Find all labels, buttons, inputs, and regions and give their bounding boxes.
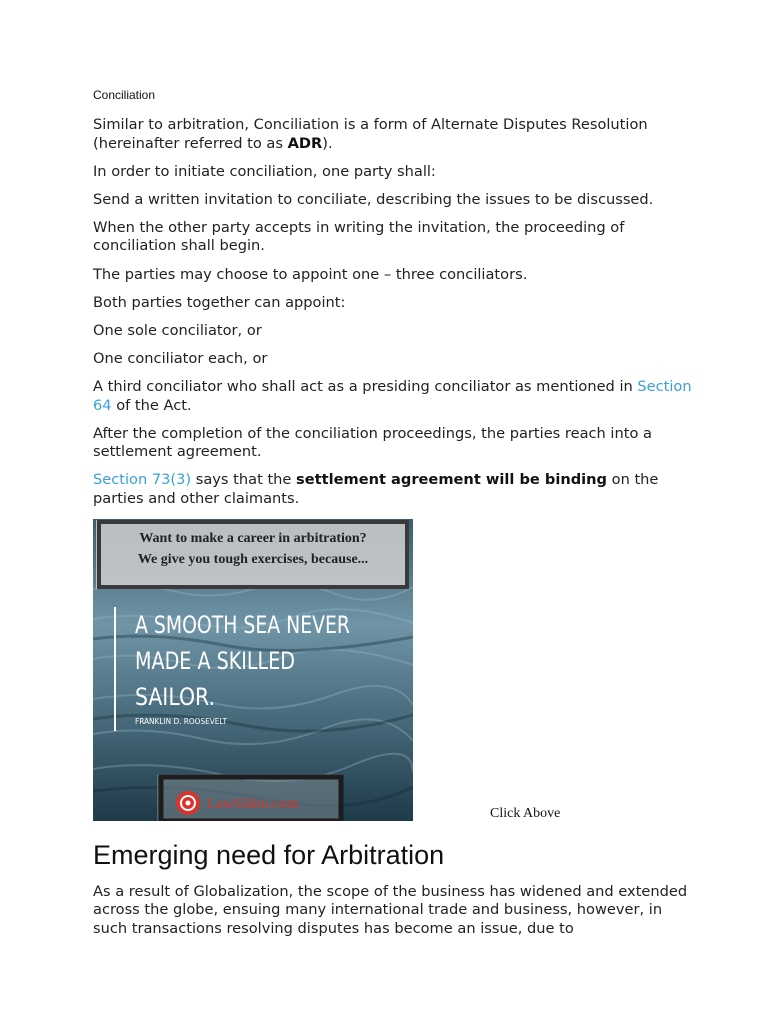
click-above-label: Click Above bbox=[490, 805, 561, 821]
section-label: Conciliation bbox=[93, 88, 156, 102]
binding-bold: settlement agreement will be binding bbox=[296, 471, 607, 489]
paragraph-globalization: As a result of Globalization, the scope of the business has widened and extended across the globe, ensuing many international trade and business, however, in such transactions resolving disputes has become an issue, due to bbox=[93, 882, 688, 937]
logo-text: LawSikho.com bbox=[207, 795, 299, 812]
quote-line-1: A SMOOTH SEA NEVER bbox=[135, 610, 350, 639]
section-64-link[interactable]: Section 64 bbox=[93, 377, 692, 414]
promo-row bbox=[93, 519, 693, 822]
paragraph-sole: One sole conciliator, or bbox=[93, 321, 262, 339]
paragraph-completion: After the completion of the conciliation proceedings, the parties reach into a settlement agreement. bbox=[93, 424, 652, 461]
document-body bbox=[93, 87, 693, 938]
paragraph-each: One conciliator each, or bbox=[93, 349, 268, 367]
adr-bold: ADR bbox=[287, 134, 323, 152]
banner-line-1: Want to make a career in arbitration? bbox=[139, 530, 367, 546]
paragraph-binding: Section 73(3) says that the settlement agreement will be binding on the parties and other claimants. bbox=[93, 471, 659, 507]
paragraph-choose: The parties may choose to appoint one – three conciliators. bbox=[93, 265, 528, 283]
paragraph-adr: Similar to arbitration, Conciliation is a form of Alternate Disputes Resolution (hereinafter referred to as ADR). bbox=[93, 116, 648, 152]
paragraph-appoint: Both parties together can appoint: bbox=[93, 293, 346, 311]
paragraph-initiate: In order to initiate conciliation, one party shall: bbox=[93, 162, 436, 180]
banner-line-2: We give you tough exercises, because... bbox=[137, 551, 369, 567]
paragraph-third: A third conciliator who shall act as a presiding conciliator as mentioned in Section 64 of the Act. bbox=[93, 377, 692, 414]
paragraph-accept: When the other party accepts in writing the invitation, the proceeding of conciliation shall begin. bbox=[93, 218, 625, 255]
paragraph-invitation: Send a written invitation to conciliate, describing the issues to be discussed. bbox=[93, 190, 654, 208]
quote-line-2: MADE A SKILLED bbox=[135, 646, 295, 675]
section-heading: Emerging need for Arbitration bbox=[93, 839, 445, 870]
quote-author: FRANKLIN D. ROOSEVELT bbox=[135, 716, 228, 726]
quote-line-3: SAILOR. bbox=[135, 682, 215, 711]
promo-image-link[interactable] bbox=[93, 519, 413, 821]
lawsikho-logo-icon bbox=[176, 791, 200, 815]
sea-background bbox=[93, 519, 413, 821]
section-73-3-link[interactable]: Section 73(3) bbox=[93, 471, 192, 489]
